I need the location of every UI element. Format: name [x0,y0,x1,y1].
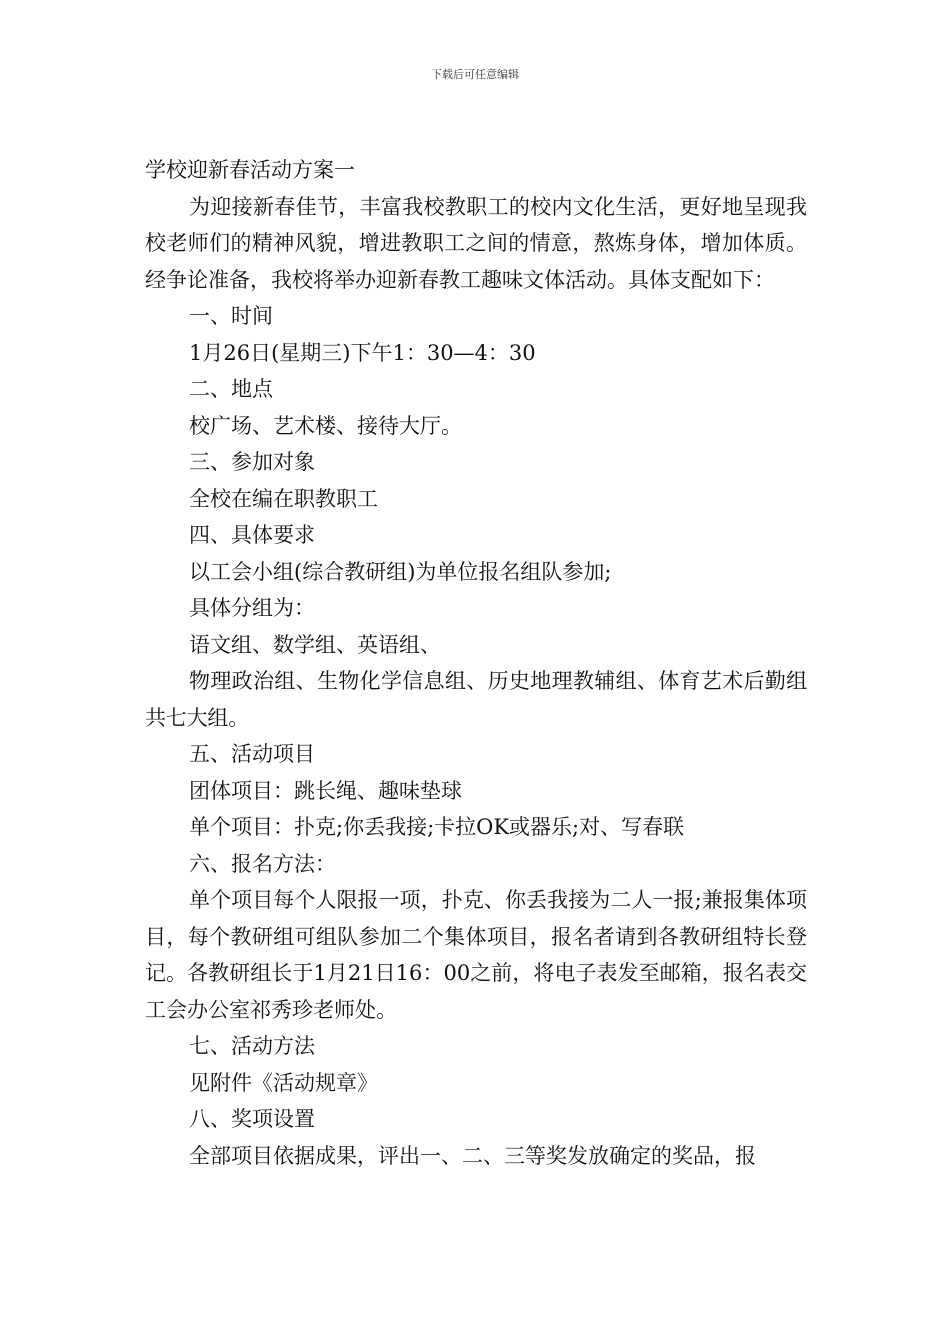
section-body-groups-paragraph: 物理政治组、生物化学信息组、历史地理教辅组、体育艺术后勤组共七大组。 [145,669,807,730]
document-body [145,152,807,1174]
section-body-participants: 全校在编在职教职工 [189,486,378,511]
document-title: 学校迎新春活动方案一 [145,158,355,182]
section-heading-time: 一、时间 [189,304,273,328]
section-body-location: 校广场、艺术楼、接待大厅。 [189,413,462,438]
section-body-requirements-1: 以工会小组(综合教研组)为单位报名组队参加; [189,559,612,584]
section-heading-location: 二、地点 [189,377,273,401]
section-body-method: 见附件《活动规章》 [189,1070,378,1095]
section-body-registration-paragraph: 单个项目每个人限报一项，扑克、你丢我接为二人一报;兼报集体项目，每个教研组可组队参加二个集体项目，报名者请到各教研组特长登记。各教研组长于1月21日16：00之前，将电子表发至邮箱，报名表交工会办公室祁秀珍老师处。 [145,888,807,1022]
section-body-requirements-3: 语文组、数学组、英语组、 [189,632,441,657]
section-body-requirements-2: 具体分组为： [189,596,315,620]
section-heading-registration: 六、报名方法： [189,851,336,876]
section-heading-activities: 五、活动项目 [189,742,315,766]
section-heading-method: 七、活动方法 [189,1034,315,1058]
section-heading-awards: 八、奖项设置 [189,1107,315,1131]
section-body-activities-single: 单个项目：扑克;你丢我接;卡拉OK或器乐;对、写春联 [189,815,685,839]
section-heading-requirements: 四、具体要求 [189,523,315,547]
section-heading-participants: 三、参加对象 [189,450,315,474]
section-body-activities-team: 团体项目：跳长绳、趣味垫球 [189,778,462,803]
section-body-awards: 全部项目依据成果，评出一、二、三等奖发放确定的奖品，报 [189,1143,756,1168]
section-body-time: 1月26日(星期三)下午1：30—4：30 [189,340,536,365]
intro-paragraph: 为迎接新春佳节，丰富我校教职工的校内文化生活，更好地呈现我校老师们的精神风貌，增进教职工之间的情意，熬炼身体，增加体质。经争论准备，我校将举办迎新春教工趣味文体活动。具体支配如下： [145,194,807,292]
page-header: 下载后可任意编辑 [431,68,519,81]
